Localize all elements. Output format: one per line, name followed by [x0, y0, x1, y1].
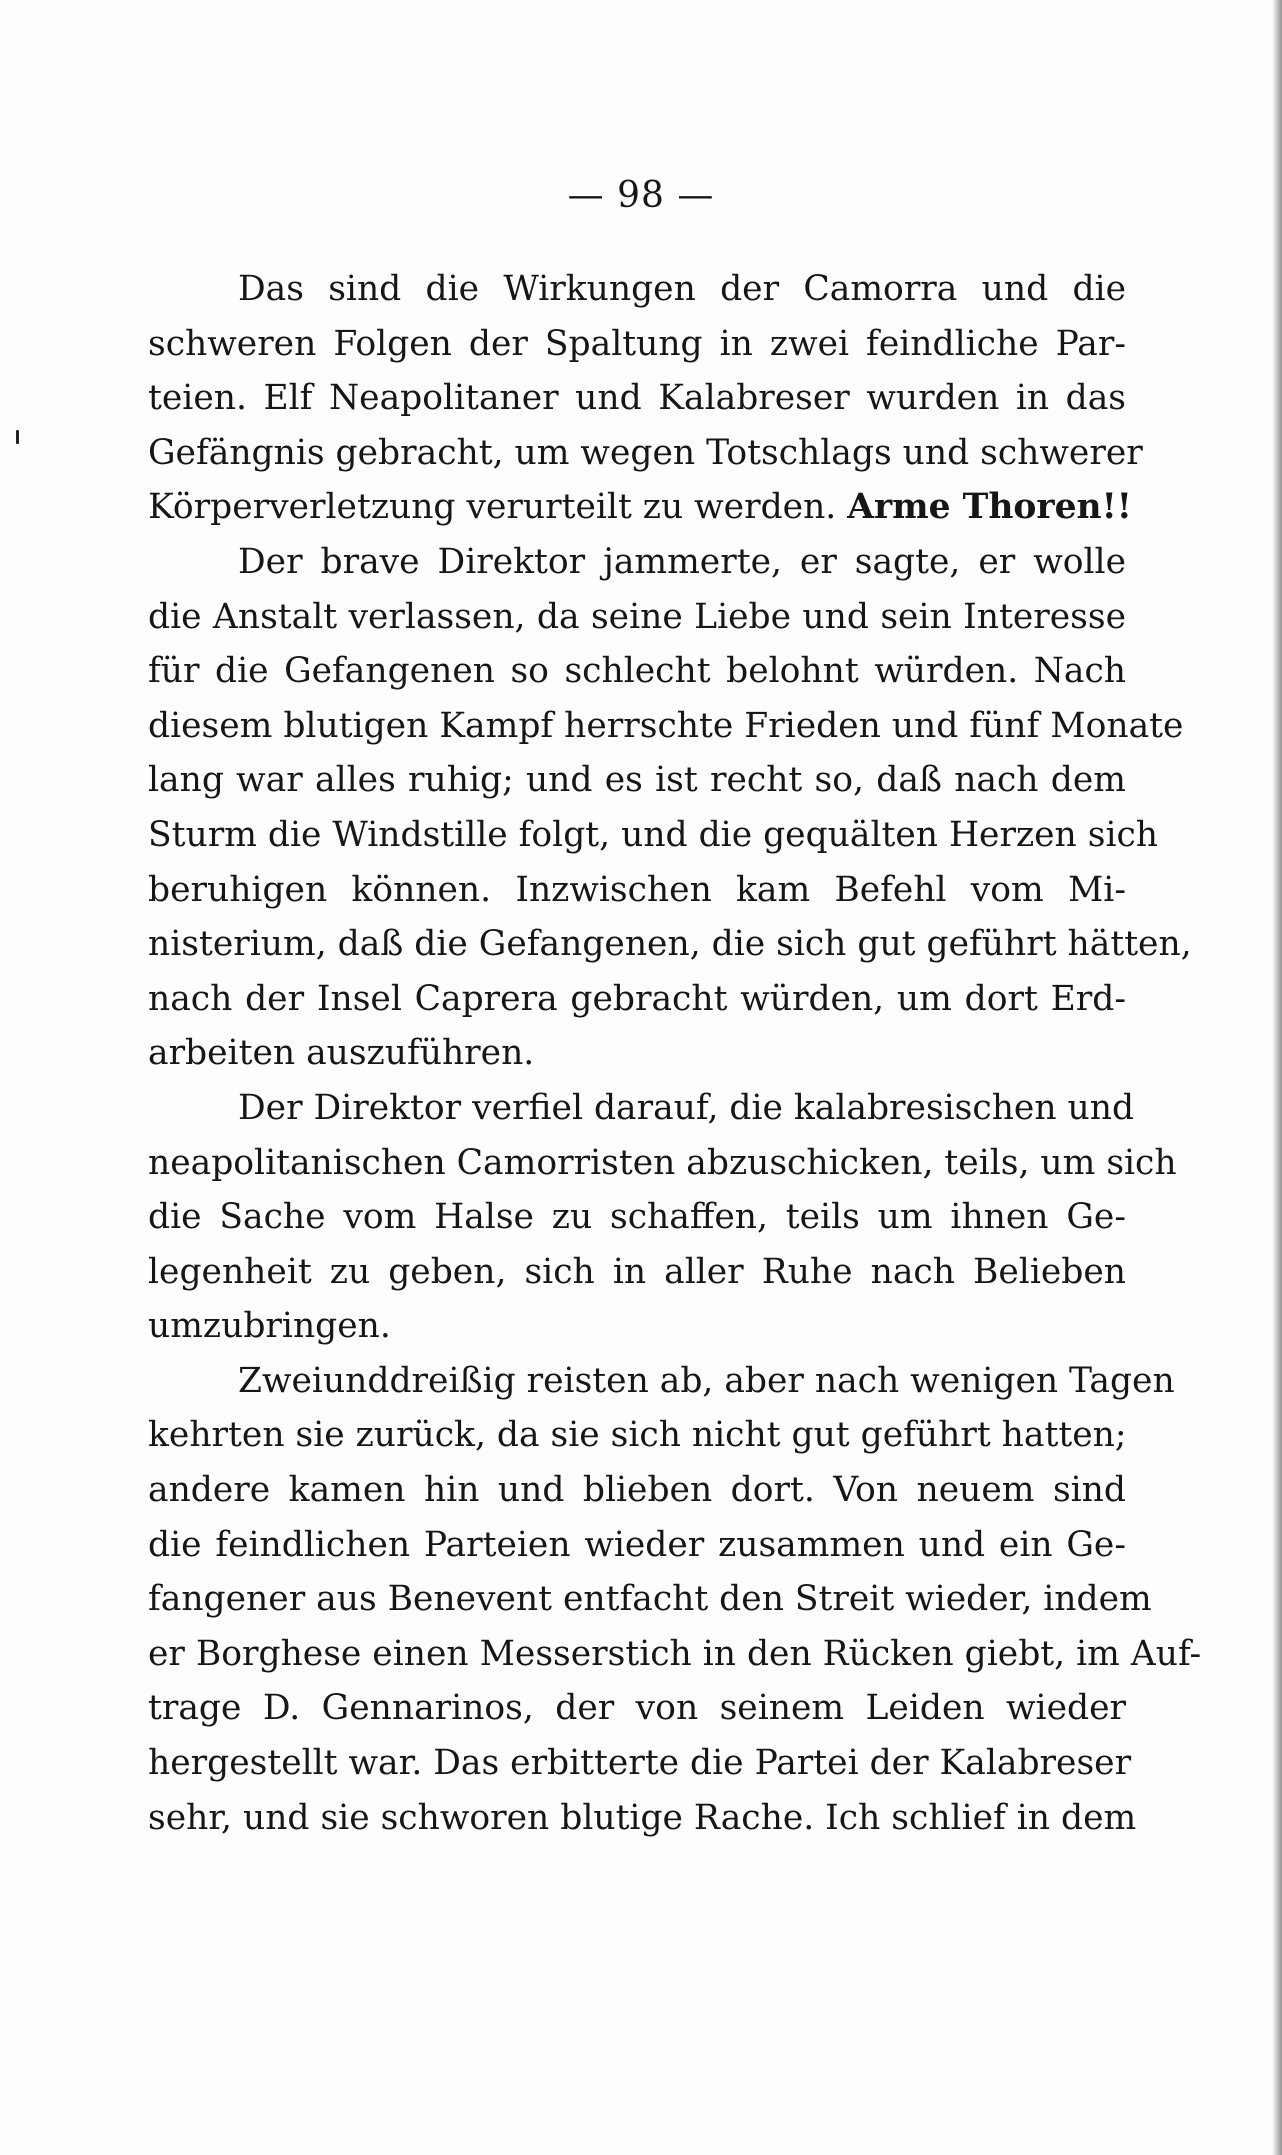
body-text [148, 262, 1202, 1845]
text-line: kehrten sie zurück, da sie sich nicht gut geführt hatten; [148, 1415, 1127, 1456]
text-line: er Borghese einen Messerstich in den Rücken giebt, im Auf- [148, 1633, 1202, 1674]
text-line: Gefängnis gebracht, um wegen Totschlags und schwerer [148, 432, 1143, 473]
text-line: teien. Elf Neapolitaner und Kalabreser wurden in das [148, 378, 1126, 419]
text-line: Das sind die Wirkungen der Camorra und die [238, 269, 1126, 309]
text-line: beruhigen können. Inzwischen kam Befehl vom Mi- [148, 869, 1126, 910]
text-line: die Sache vom Halse zu schaffen, teils um ihnen Ge- [148, 1197, 1126, 1238]
text-line: umzubringen. [148, 1306, 391, 1347]
text-line: die feindlichen Parteien wieder zusammen und ein Ge- [148, 1524, 1126, 1565]
text-line: lang war alles ruhig; und es ist recht so, daß nach dem [148, 760, 1126, 801]
text-line: Sturm die Windstille folgt, und die gequälten Herzen sich [148, 814, 1159, 855]
page-number: — 98 — [567, 175, 715, 216]
text-line: für die Gefangenen so schlecht belohnt würden. Nach [148, 651, 1126, 692]
text-line: legenheit zu geben, sich in aller Ruhe nach Belieben [148, 1251, 1126, 1292]
text-line: Der Direktor verfiel darauf, die kalabresischen und [238, 1087, 1135, 1128]
text-line: diesem blutigen Kampf herrschte Frieden und fünf Monate [148, 705, 1184, 746]
text-line: neapolitanischen Camorristen abzuschicken, teils, um sich [148, 1142, 1177, 1183]
text-line: nach der Insel Caprera gebracht würden, um dort Erd- [148, 978, 1126, 1019]
text-line: fangener aus Benevent entfacht den Streit wieder, indem [148, 1579, 1152, 1620]
text-line: hergestellt war. Das erbitterte die Partei der Kalabreser [148, 1743, 1132, 1784]
text-line-segment: Körperverletzung verurteilt zu werden. [148, 487, 837, 528]
text-line: nisterium, daß die Gefangenen, die sich gut geführt hätten, [148, 924, 1192, 965]
text-line: schweren Folgen der Spaltung in zwei feindliche Par- [148, 323, 1126, 364]
page-edge-shadow [1272, 0, 1282, 2155]
emphasized-phrase: Arme Thoren!! [847, 487, 1132, 528]
text-line: arbeiten auszuführen. [148, 1033, 535, 1074]
text-line: die Anstalt verlassen, da seine Liebe und sein Interesse [148, 596, 1126, 637]
text-line: sehr, und sie schworen blutige Rache. Ich schlief in dem [148, 1797, 1137, 1838]
text-line: Zweiunddreißig reisten ab, aber nach wenigen Tagen [238, 1360, 1175, 1401]
text-line-with-emphasis [148, 480, 1132, 535]
text-line: andere kamen hin und blieben dort. Von neuem sind [148, 1470, 1126, 1511]
stray-ink-mark [16, 430, 19, 444]
text-line: trage D. Gennarinos, der von seinem Leiden wieder [148, 1688, 1126, 1729]
text-line: Der brave Direktor jammerte, er sagte, er wolle [238, 541, 1126, 582]
